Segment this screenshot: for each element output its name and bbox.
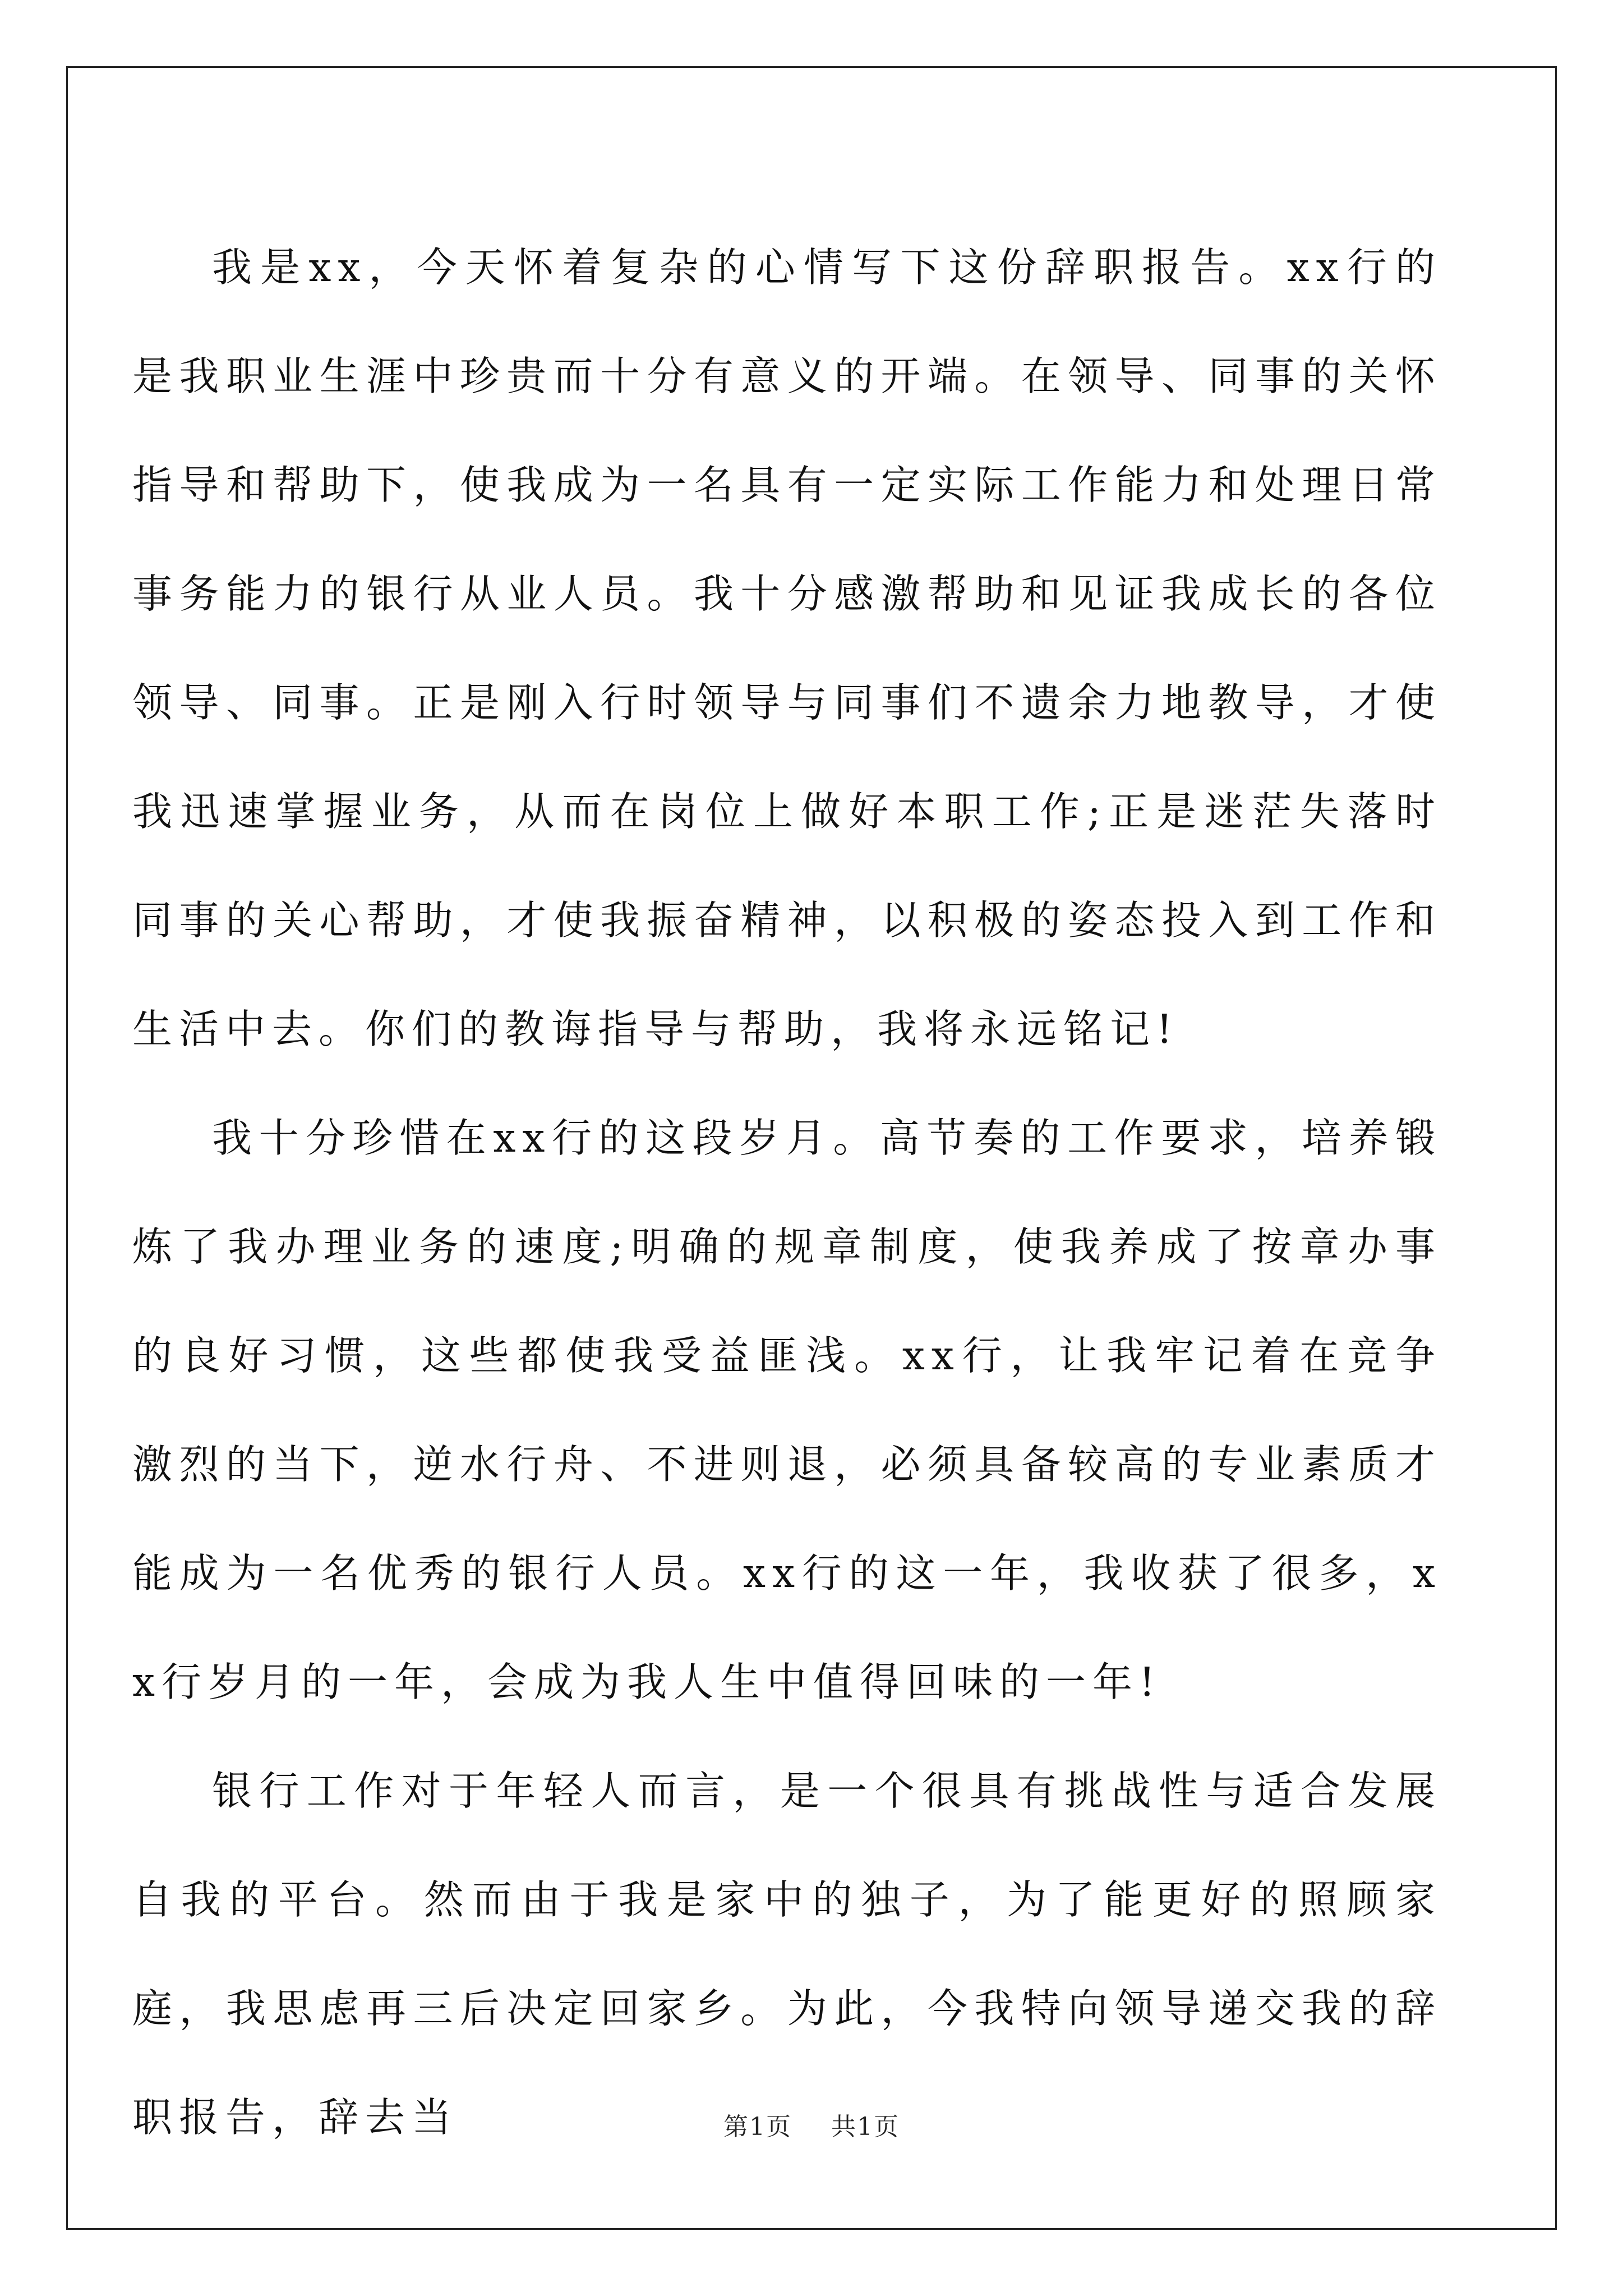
page-total: 共1页 — [831, 2113, 900, 2141]
paragraph-3: 银行工作对于年轻人而言，是一个很具有挑战性与适合发展自我的平台。然而由于我是家中的独子，为了能更好的照顾家庭，我思虑再三后决定回家乡。为此，今我特向领导递交我的辞职报告，辞去当 — [132, 1768, 1442, 2141]
page-footer — [0, 2106, 1623, 2142]
paragraph-1: 我是xx，今天怀着复杂的心情写下这份辞职报告。xx行的是我职业生涯中珍贵而十分有意义的开端。在领导、同事的关怀指导和帮助下，使我成为一名具有一定实际工作能力和处理日常事务能力的银行从业人员。我十分感激帮助和见证我成长的各位领导、同事。正是刚入行时领导与同事们不遗余力地教导，才使我迅速掌握业务，从而在岗位上做好本职工作;正是迷茫失落时同事的关心帮助，才使我振奋精神，以积极的姿态投入到工作和生活中去。你们的教诲指导与帮助，我将永远铭记! — [132, 244, 1442, 1052]
paragraph-2: 我十分珍惜在xx行的这段岁月。高节奏的工作要求，培养锻炼了我办理业务的速度;明确的规章制度，使我养成了按章办事的良好习惯，这些都使我受益匪浅。xx行，让我牢记着在竞争激烈的当下，逆水行舟、不进则退，必须具备较高的专业素质才能成为一名优秀的银行人员。xx行的这一年，我收获了很多，xx行岁月的一年，会成为我人生中值得回味的一年! — [132, 1115, 1442, 1705]
page-number: 第1页 — [723, 2113, 792, 2141]
